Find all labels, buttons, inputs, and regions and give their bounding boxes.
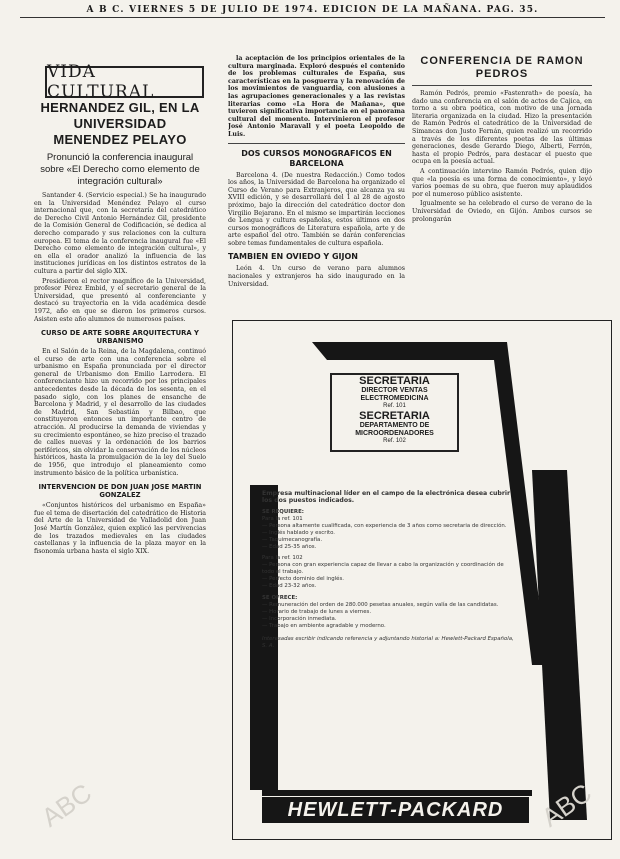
ad-line: — Persona altamente cualificada, con experiencia de 3 años como secretaria de dirección. [262, 523, 507, 529]
paragraph: Igualmente se ha celebrado el curso de verano de la Universidad de Oviedo, en Gijón. Ambos cursos se prolongarán [412, 200, 592, 223]
paragraph: «Conjuntos históricos del urbanismo en España» fue el tema de disertación del catedrático de Historia del Arte de la Universidad de Valladolid don Juan José Martín González, quien explicó las pervivencias de los trazados medievales en las ciudades castellanas y la influencia de la plaza mayor en la fisonomía urbana hasta el siglo XIX. [34, 502, 206, 555]
ad-line: — Taquimecanografía. [262, 537, 323, 543]
ad-line: — Incorporación inmediata. [262, 616, 337, 622]
job-dept-line: MICROORDENADORES [355, 430, 434, 437]
ad-line: — Horario de trabajo de lunes a viernes. [262, 609, 372, 615]
paragraph: Ramón Pedrós, premio «Fastenrath» de poesía, ha dado una conferencia en el salón de actos de Cajica, en torno a su obra poética, con motivo de una jornada literaria organizada en la ciudad. Hizo la presentación de Ramón Pedrós el catedrático de la Universidad de Simancas don Justo Fernán, quien realizó un recorrido a través de los diferentes poetas de las últimas generaciones, desde Gerardo Diego, Alberti, Ferrón, hasta el propio Pedrós, para destacar el puesto que ocupa en la poesía actual. [412, 90, 592, 166]
ad-ref-label: Para la ref. 101 [262, 516, 303, 522]
job-title-1: SECRETARIA [359, 375, 430, 387]
ad-line: — Edad 25-35 años. [262, 544, 317, 550]
brand-banner [262, 797, 529, 823]
paragraph: A continuación intervino Ramón Pedrós, quien dijo que «la poesía es una forma de conocimiento», y leyó varios poemas de su obra, que fueron muy aplaudidos por el numeroso público asistente. [412, 167, 592, 198]
ad-body [262, 490, 517, 650]
middle-column [228, 55, 405, 317]
subheading: DOS CURSOS MONOGRAFICOS EN BARCELONA [241, 148, 392, 168]
subheading: TAMBIEN EN OVIEDO Y GIJON [228, 252, 358, 262]
ad-line: — Perfecto dominio del inglés. [262, 576, 345, 582]
ad-contact: Interesadas escribir indicando referencia y adjuntando historial a: Hewlett-Packard Española, S. A. [262, 636, 514, 649]
article-title: HERNANDEZ GIL, EN LA UNIVERSIDAD MENENDEZ PELAYO [40, 100, 200, 147]
job-dept-line: ELECTROMEDICINA [360, 395, 429, 402]
paragraph: En el Salón de la Reina, de la Magdalena, continuó el curso de arte con una conferencia sobre el urbanismo en España pronunciada por el director general de Urbanismo don Emilio Larrodera. El conferenciante hizo un recorrido por los principales antecedentes desde la década de los sesenta, en el pasado siglo, con los planes de ensanche de Barcelona y Madrid, y el desarrollo de las ciudades de Madrid, San Sebastián y Bilbao, que constituyeron entonces un importante centro de atracción. Al producirse la demanda de viviendas y su crecimiento espontáneo, se hizo preciso el trazado de calles nuevas y la ordenación de los barrios periféricos, sin olvidar la conservación de los núcleos históricos, hasta la promulgación de la ley del Suelo de 1956, que introdujo el planeamiento como instrumento básico de la política urbanística. [34, 348, 206, 477]
paragraph: la aceptación de los principios orientales de la cultura marginada. Exploró después el contenido de los problemas culturales de España, sus características en la posguerra y la renovación de los movimientos de vanguardia, con alusiones a las agrupaciones generacionales y a las revistas literarias como «La Hora de Mañana», que tuvieron significativa importancia en el panorama cultural del momento. Intervinieron el profesor José Antonio Maravall y el poeta Leopoldo de Luis. [228, 55, 405, 138]
divider [228, 143, 405, 144]
job-titles-box [330, 373, 459, 452]
article-title: CONFERENCIA DE RAMON PEDROS [420, 55, 584, 80]
left-column [34, 100, 206, 850]
ad-line: — Trabajo en ambiente agradable y moderno. [262, 623, 386, 629]
right-column [412, 55, 592, 317]
job-ref: Ref. 102 [383, 438, 406, 444]
job-dept-line: DIRECTOR VENTAS [361, 387, 428, 394]
ad-line: — Inglés hablado y escrito. [262, 530, 335, 536]
masthead: A B C. VIERNES 5 DE JULIO DE 1974. EDICION DE LA MAÑANA. PAG. 35. [20, 5, 605, 18]
paragraph: León 4. Un curso de verano para alumnos nacionales y extranjeros ha sido inaugurado en la Universidad. [228, 265, 405, 288]
paragraph: Presidieron el rector magnífico de la Universidad, profesor Pérez Embid, y el secretario general de la Universidad, que presentó al conferenciante y destacó su trayectoria en la vida académica desde 1972, año en que se dieron los primeros cursos. Asisten este año alumnos de numerosos países. [34, 277, 206, 323]
ad-ref-label: Para la ref. 102 [262, 555, 303, 561]
ad-intro: Empresa multinacional líder en el campo de la electrónica desea cubrir los dos puestos indicados. [262, 490, 511, 504]
job-dept-line: DEPARTAMENTO DE [359, 422, 430, 429]
job-title-2: SECRETARIA [359, 410, 430, 422]
watermark: ABC [35, 777, 97, 833]
watermark: ABC [535, 777, 597, 833]
ad-line: — Remuneración del orden de 280.000 pesetas anuales, según valía de las candidatas. [262, 602, 499, 608]
paragraph: Santander 4. (Servicio especial.) Se ha inaugurado en la Universidad Menéndez Pelayo el curso internacional que, con la secretaría del catedrático de Derecho Civil Antonio Hernández Gil, presidente de la Comisión General de Codificación, se dedica al derecho comparado y sus relaciones con la cultura europea. El tema de la conferencia inaugural fue «El Derecho como elemento de integración cultural», y en ella el orador analizó la influencia de las instituciones jurídicas en los distintos estratos de la cultura a partir del siglo XIX. [34, 192, 206, 275]
article-subtitle: Pronunció la conferencia inaugural sobre «El Derecho como elemento de integración cultural» [40, 152, 200, 187]
ad-line: — Edad 23-32 años. [262, 583, 317, 589]
subheading: INTERVENCION DE DON JUAN JOSE MARTIN GONZALEZ [38, 483, 202, 500]
ad-line: — Persona con gran experiencia capaz de llevar a cabo la organización y coordinación de todo el trabajo. [262, 562, 504, 575]
divider [412, 85, 592, 86]
section-label: VIDA CULTURAL [45, 66, 204, 98]
job-ref: Ref. 101 [383, 403, 406, 409]
ad-offer-label: SE OFRECE: [262, 595, 298, 601]
subheading: CURSO DE ARTE SOBRE ARQUITECTURA Y URBANISMO [41, 329, 199, 346]
brand-logo: HEWLETT-PACKARD [287, 798, 504, 821]
ad-requirements-label: SE REQUIERE: [262, 509, 304, 515]
paragraph: Barcelona 4. (De nuestra Redacción.) Como todos los años, la Universidad de Barcelona ha organizado el Curso de Verano para Extranjeros, que alcanza ya su XVIII edición, y se desarrollará del 1 al 28 de agosto próximo, bajo la dirección del catedrático doctor don Virgilio Bejarano. En el mismo se impartirán lecciones de Lengua y cultura españolas, estos últimos en dos cursos monográficos de Literatura española, arte y de arte español del otro. También se darán conferencias sobre temas fundamentales de cultura española. [228, 171, 405, 247]
